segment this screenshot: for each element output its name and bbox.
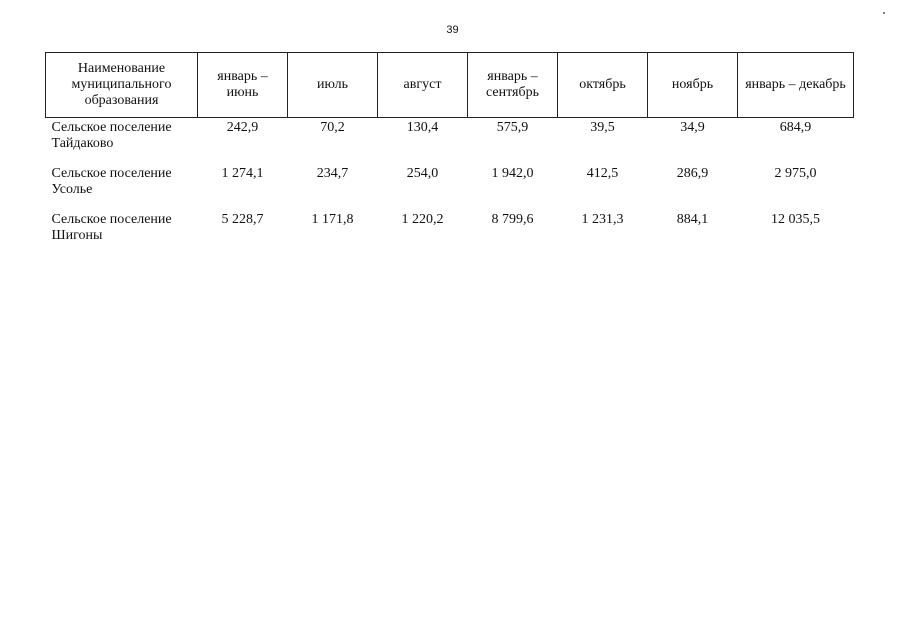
header-municipality: Наименование муниципального образования <box>46 53 198 118</box>
header-oct: октябрь <box>558 53 648 118</box>
data-table <box>45 52 854 256</box>
value-cell: 575,9 <box>496 120 529 135</box>
value-cell: 684,9 <box>779 120 812 135</box>
table-row <box>46 210 854 256</box>
value-cell: 884,1 <box>676 212 709 227</box>
value-cell: 34,9 <box>680 120 705 135</box>
municipality-name: Сельское поселение Шигоны <box>51 212 172 243</box>
header-row <box>46 53 854 118</box>
value-cell: 5 228,7 <box>221 212 264 227</box>
value-cell: 1 220,2 <box>401 212 444 227</box>
value-cell: 242,9 <box>226 120 259 135</box>
header-jan-sep: январь – сентябрь <box>468 53 558 118</box>
value-cell: 130,4 <box>406 120 439 135</box>
header-jul: июль <box>288 53 378 118</box>
value-cell: 254,0 <box>406 166 439 181</box>
municipality-name: Сельское поселение Усолье <box>51 166 172 197</box>
table-row <box>46 118 854 165</box>
value-cell: 1 231,3 <box>581 212 624 227</box>
page-number: 39 <box>446 24 459 36</box>
municipality-name: Сельское поселение Тайдаково <box>51 120 172 151</box>
value-cell: 1 942,0 <box>491 166 534 181</box>
value-cell: 39,5 <box>590 120 615 135</box>
table-header <box>46 53 854 118</box>
value-cell: 1 274,1 <box>221 166 264 181</box>
header-jan-dec: январь – декабрь <box>738 53 854 118</box>
value-cell: 70,2 <box>320 120 345 135</box>
scan-speck <box>883 12 885 14</box>
table-row <box>46 164 854 210</box>
value-cell: 12 035,5 <box>771 212 820 227</box>
table-body <box>46 118 854 257</box>
header-aug: август <box>378 53 468 118</box>
header-jan-jun: январь – июнь <box>198 53 288 118</box>
value-cell: 8 799,6 <box>491 212 534 227</box>
value-cell: 286,9 <box>676 166 709 181</box>
value-cell: 2 975,0 <box>774 166 817 181</box>
value-cell: 1 171,8 <box>311 212 354 227</box>
header-nov: ноябрь <box>648 53 738 118</box>
value-cell: 234,7 <box>316 166 349 181</box>
value-cell: 412,5 <box>586 166 619 181</box>
